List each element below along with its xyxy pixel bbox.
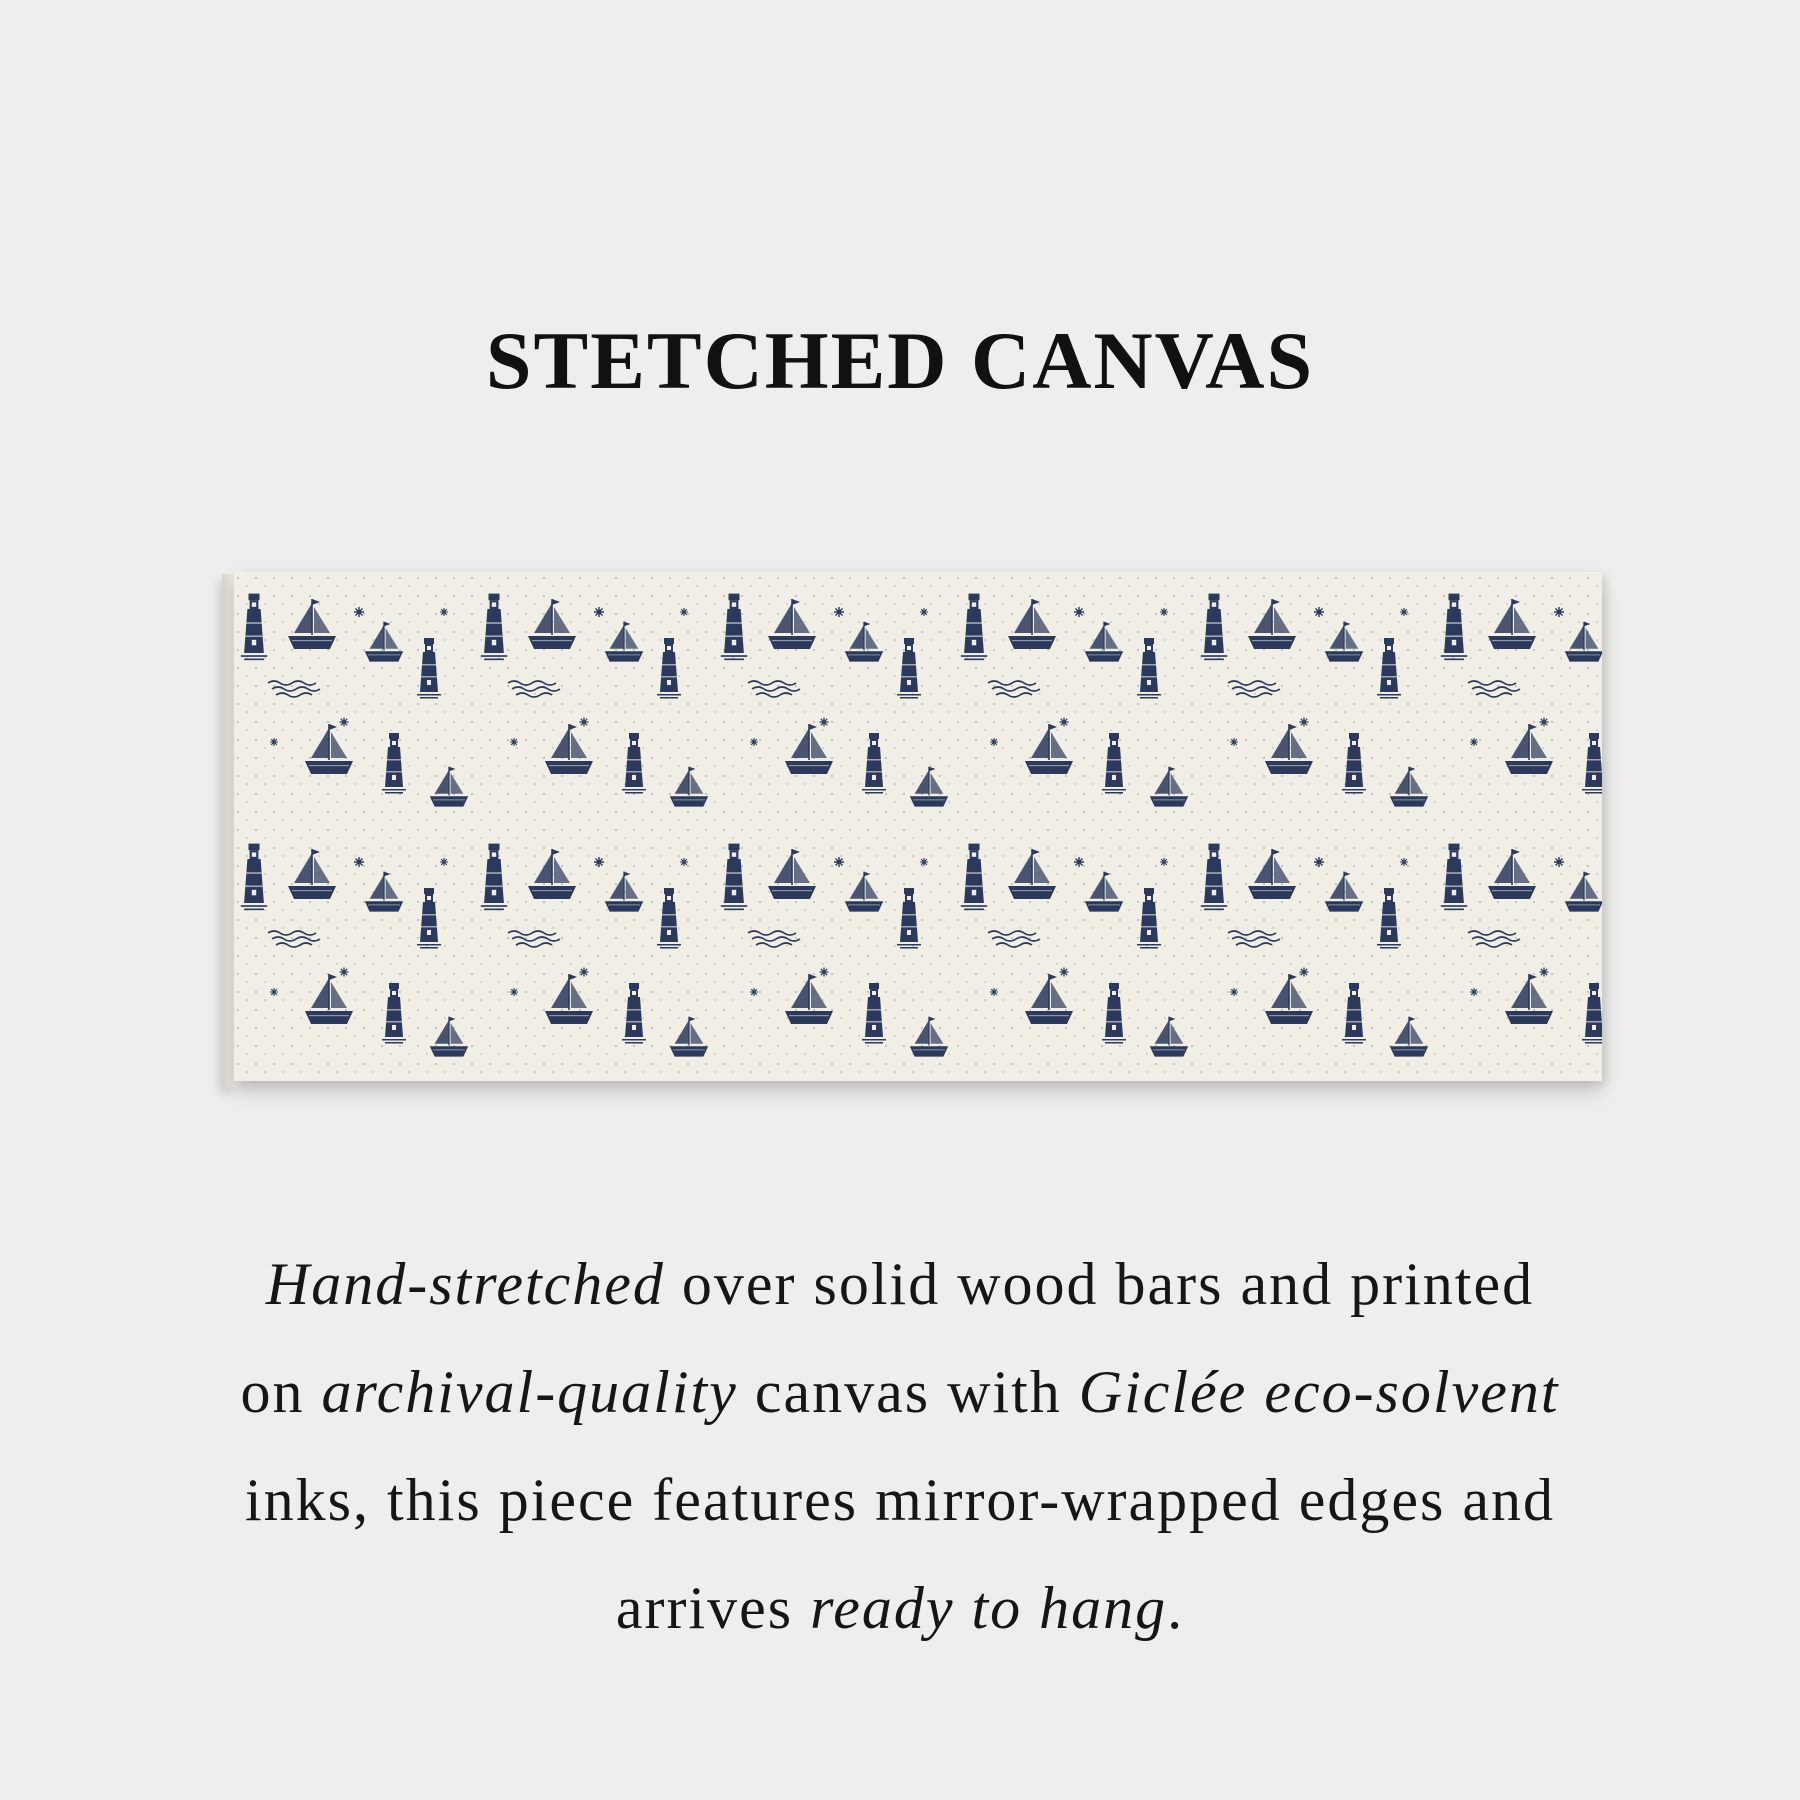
star-icon xyxy=(270,988,278,996)
description-text: arrives xyxy=(615,1575,811,1641)
description-text: on xyxy=(240,1359,322,1425)
star-icon xyxy=(510,988,518,996)
description-text: inks, this piece features mirror-wrapped edges and xyxy=(244,1467,1556,1533)
description-line-2 xyxy=(160,1338,1640,1446)
emphasis-archival-quality: archival-quality xyxy=(321,1359,738,1425)
star-icon xyxy=(1314,857,1324,867)
star-icon xyxy=(990,738,998,746)
star-icon xyxy=(440,858,448,866)
star-icon xyxy=(680,858,688,866)
description-line-1 xyxy=(160,1230,1640,1338)
star-icon xyxy=(834,857,844,867)
star-icon xyxy=(270,738,278,746)
star-icon xyxy=(750,988,758,996)
star-icon xyxy=(440,608,448,616)
star-icon xyxy=(594,607,604,617)
star-icon xyxy=(1074,607,1084,617)
star-icon xyxy=(1314,607,1324,617)
nautical-pattern xyxy=(234,572,1602,1081)
star-icon xyxy=(1554,607,1564,617)
star-icon xyxy=(834,607,844,617)
description-line-4 xyxy=(160,1554,1640,1662)
page-title: STETCHED CANVAS xyxy=(485,315,1315,406)
star-icon xyxy=(510,738,518,746)
star-icon xyxy=(1074,857,1084,867)
star-icon xyxy=(990,988,998,996)
canvas-mockup xyxy=(222,572,1602,1087)
product-description xyxy=(160,1230,1640,1662)
emphasis-giclee: Giclée eco-solvent xyxy=(1078,1359,1560,1425)
description-text: over solid wood bars and printed xyxy=(664,1251,1535,1317)
description-text: canvas with xyxy=(737,1359,1079,1425)
star-icon xyxy=(354,607,364,617)
description-text: . xyxy=(1167,1575,1185,1641)
canvas-print xyxy=(234,572,1602,1081)
star-icon xyxy=(920,858,928,866)
description-line-3 xyxy=(160,1446,1640,1554)
star-icon xyxy=(920,608,928,616)
star-icon xyxy=(1554,857,1564,867)
star-icon xyxy=(750,738,758,746)
emphasis-hand-stretched: Hand-stretched xyxy=(265,1251,665,1317)
star-icon xyxy=(594,857,604,867)
star-icon xyxy=(680,608,688,616)
emphasis-ready-to-hang: ready to hang xyxy=(810,1575,1168,1641)
star-icon xyxy=(354,857,364,867)
